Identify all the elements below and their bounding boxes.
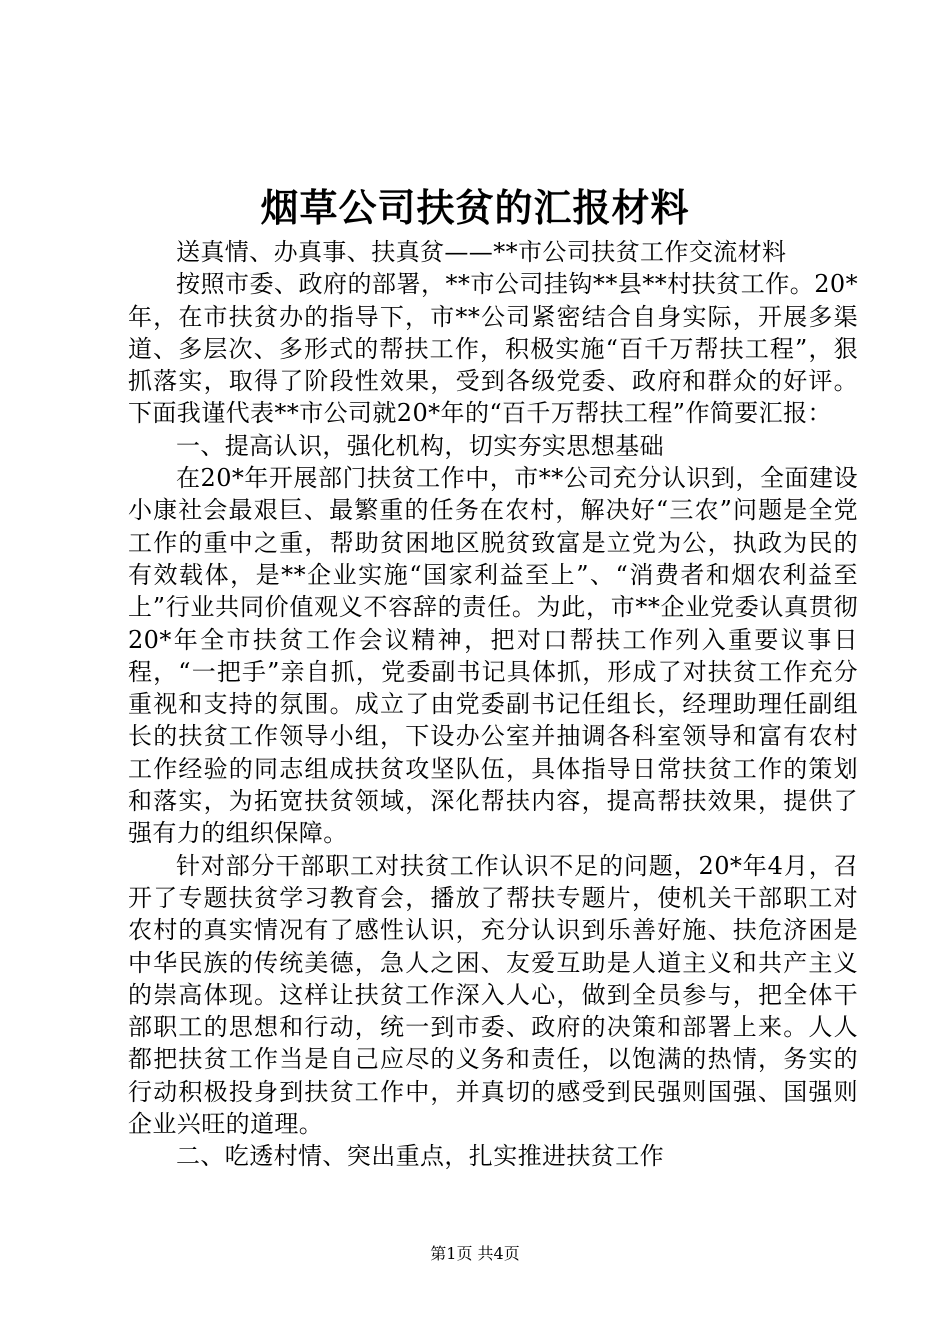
- section-heading-1: 一、提高认识，强化机构，切实夯实思想基础: [176, 431, 664, 460]
- document-title: 烟草公司扶贫的汇报材料: [260, 185, 690, 230]
- intro-paragraph: 按照市委、政府的部署，**市公司挂钩**县**村扶贫工作。20*年，在市扶贫办的指导下，市**公司紧密结合自身实际，开展多渠道、多层次、多形式的帮扶工作，积极实施“百千万帮扶工程”，狠抓落实，取得了阶段性效果，受到各级党委、政府和群众的好评。下面我谨代表**市公司就20*年的“百千万帮扶工程”作简要汇报：: [128, 270, 858, 428]
- subtitle-paragraph: 送真情、办真事、扶真贫——**市公司扶贫工作交流材料: [176, 238, 787, 266]
- section-heading-2: 二、吃透村情、突出重点，扎实推进扶贫工作: [176, 1142, 664, 1171]
- body-paragraph: 在20*年开展部门扶贫工作中，市**公司充分认识到，全面建设小康社会最艰巨、最繁重的任务在农村，解决好“三农”问题是全党工作的重中之重，帮助贫困地区脱贫致富是立党为公，执政为民的有效载体，是**企业实施“国家利益至上”、“消费者和烟农利益至上”行业共同价值观义不容辞的责任。为此，市**企业党委认真贯彻20*年全市扶贫工作会议精神，把对口帮扶工作列入重要议事日程，“一把手”亲自抓，党委副书记具体抓，形成了对扶贫工作充分重视和支持的氛围。成立了由党委副书记任组长，经理助理任副组长的扶贫工作领导小组，下设办公室并抽调各科室领导和富有农村工作经验的同志组成扶贫攻坚队伍，具体指导日常扶贫工作的策划和落实，为拓宽扶贫领域，深化帮扶内容，提高帮扶效果，提供了强有力的组织保障。: [128, 464, 858, 848]
- body-paragraph: 针对部分干部职工对扶贫工作认识不足的问题，20*年4月，召开了专题扶贫学习教育会，播放了帮扶专题片，使机关干部职工对农村的真实情况有了感性认识，充分认识到乐善好施、扶危济困是中华民族的传统美德，急人之困、友爱互助是人道主义和共产主义的崇高体现。这样让扶贫工作深入人心，做到全员参与，把全体干部职工的思想和行动，统一到市委、政府的决策和部署上来。人人都把扶贫工作当是自己应尽的义务和责任，以饱满的热情，务实的行动积极投身到扶贫工作中，并真切的感受到民强则国强、国强则企业兴旺的道理。: [128, 851, 858, 1139]
- page-number-footer: 第1页 共4页: [430, 1244, 520, 1263]
- document-body: [128, 236, 858, 1173]
